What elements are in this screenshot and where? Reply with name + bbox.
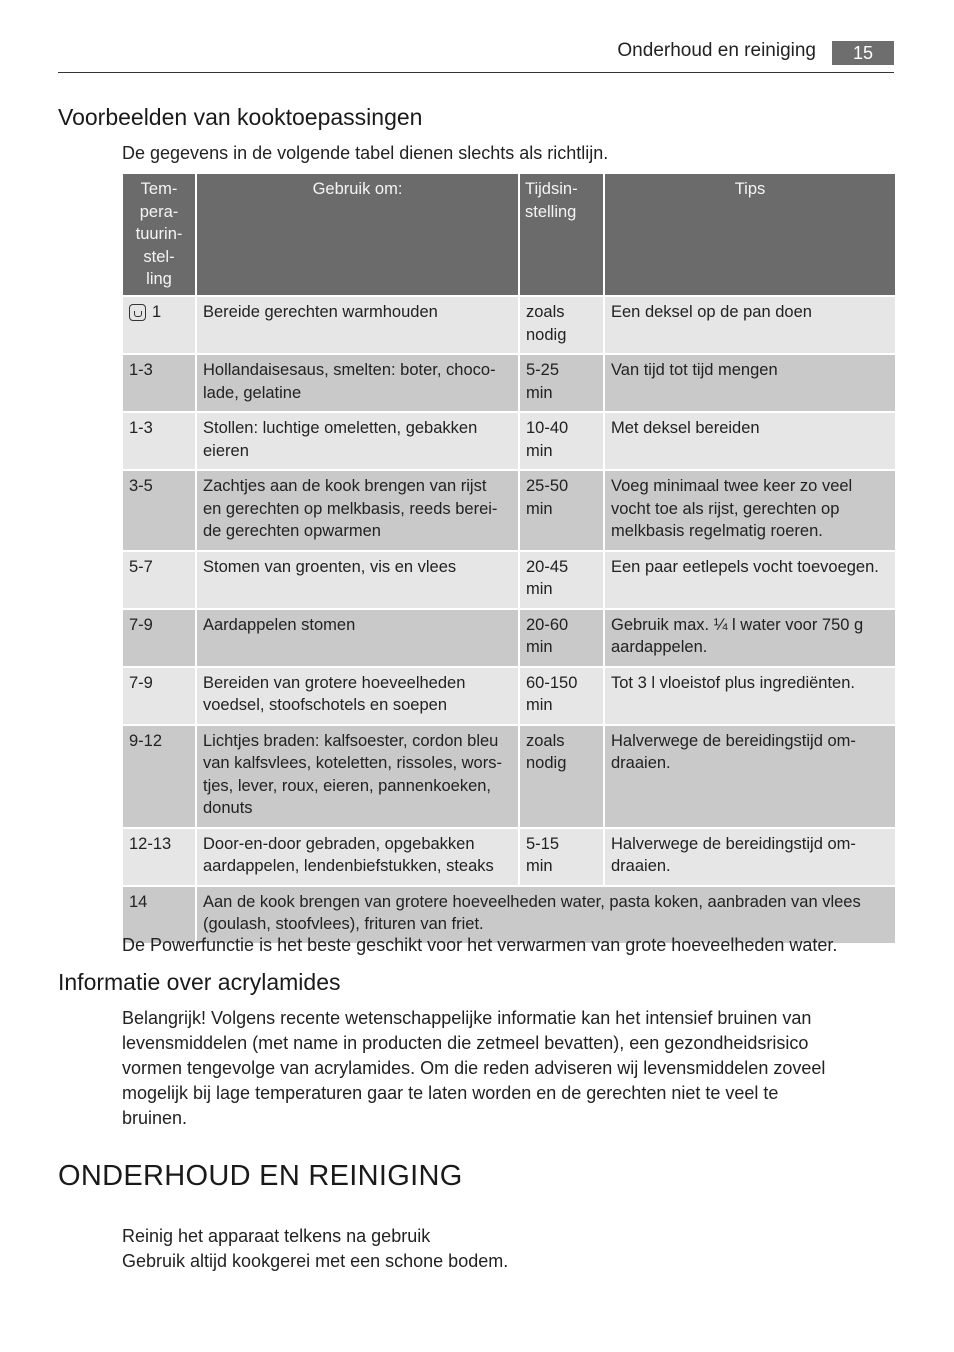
table-row <box>122 667 896 725</box>
header-time: Tijdsin- stelling <box>519 173 604 296</box>
page-number: 15 <box>832 41 894 65</box>
cell-tips: Een deksel op de pan doen <box>604 296 896 354</box>
cell-use: Aan de kook brengen van grotere hoeveelheden water, pasta koken, aanbraden van vlees (goulash, stoofvlees), frituren van friet. <box>196 886 896 944</box>
cell-time: 20-45 min <box>519 551 604 609</box>
cell-use: Zachtjes aan de kook brengen van rijst en gerechten op melkbasis, reeds berei- de gerechten opwarmen <box>196 470 519 551</box>
cell-tips: Een paar eetlepels vocht toevoegen. <box>604 551 896 609</box>
cell-use: Lichtjes braden: kalfsoester, cordon bleu van kalfsvlees, koteletten, rissoles, wors- tjes, lever, roux, eieren, pannenkoeken, donuts <box>196 725 519 828</box>
cell-setting <box>122 354 196 412</box>
cell-use: Aardappelen stomen <box>196 609 519 667</box>
header-use: Gebruik om: <box>196 173 519 296</box>
cell-setting <box>122 412 196 470</box>
cell-setting <box>122 667 196 725</box>
cell-setting <box>122 551 196 609</box>
cell-use: Stollen: luchtige omeletten, gebakken eieren <box>196 412 519 470</box>
important-label: Belangrijk! <box>122 1008 207 1028</box>
cell-tips: Halverwege de bereidingstijd om- draaien. <box>604 725 896 828</box>
cell-tips: Met deksel bereiden <box>604 412 896 470</box>
maintenance-line-2: Gebruik altijd kookgerei met een schone bodem. <box>122 1251 509 1271</box>
table-row <box>122 725 896 828</box>
setting-value: 7-9 <box>129 673 153 692</box>
setting-value: 1-3 <box>129 419 153 437</box>
setting-value: 5-7 <box>129 557 153 576</box>
cell-tips: Tot 3 l vloeistof plus ingrediënten. <box>604 667 896 725</box>
header-title: Onderhoud en reiniging <box>617 40 816 61</box>
section-heading-maintenance: ONDERHOUD EN REINIGING <box>58 1160 463 1192</box>
cell-time: 10-40 min <box>519 412 604 470</box>
setting-value: 12-13 <box>129 834 172 853</box>
maintenance-line-1: Reinig het apparaat telkens na gebruik <box>122 1226 431 1246</box>
header-tips: Tips <box>604 173 896 296</box>
table-row <box>122 551 896 609</box>
acrylamide-paragraph <box>122 1006 882 1131</box>
cell-tips: Van tijd tot tijd mengen <box>604 354 896 412</box>
cell-time: 25-50 min <box>519 470 604 551</box>
cell-setting <box>122 609 196 667</box>
cell-use: Bereiden van grotere hoeveelheden voedsel, stoofschotels en soepen <box>196 667 519 725</box>
cell-setting <box>122 725 196 828</box>
keep-warm-icon <box>129 304 146 321</box>
cell-use: Door-en-door gebraden, opgebakken aardappelen, lendenbiefstukken, steaks <box>196 828 519 886</box>
cell-time: zoals nodig <box>519 296 604 354</box>
cell-time: 5-25 min <box>519 354 604 412</box>
cell-tips: Voeg minimaal twee keer zo veel vocht toe als rijst, gerechten op melkbasis regelmatig roeren. <box>604 470 896 551</box>
table-header-row <box>122 173 896 296</box>
section-heading-cooking-examples: Voorbeelden van kooktoepassingen <box>58 104 423 130</box>
cooking-table <box>121 172 897 945</box>
cell-setting <box>122 828 196 886</box>
page-header <box>58 38 894 73</box>
cell-tips: Gebruik max. ¼ l water voor 750 g aardappelen. <box>604 609 896 667</box>
setting-value: 1 <box>152 303 162 321</box>
header-setting: Tem- pera- tuurin- stel- ling <box>122 173 196 296</box>
cell-use: Stomen van groenten, vis en vlees <box>196 551 519 609</box>
table-row <box>122 828 896 886</box>
cell-setting <box>122 470 196 551</box>
table-row <box>122 354 896 412</box>
table-intro: De gegevens in de volgende tabel dienen slechts als richtlijn. <box>122 143 609 163</box>
table-row <box>122 296 896 354</box>
cell-time: 60-150 min <box>519 667 604 725</box>
acrylamide-text: Volgens recente wetenschappelijke informatie kan het intensief bruinen van levensmiddelen (met name in producten die zetmeel bevatten), een gezondheidsrisico vormen tengevolge van acrylamides. Om die reden adviseren wij levensmiddelen zoveel mogelijk bij lage temperaturen gaar te laten worden en de gerechten niet te veel te bruinen. <box>122 1008 826 1128</box>
setting-value: 7-9 <box>129 615 153 634</box>
cell-tips: Halverwege de bereidingstijd om- draaien. <box>604 828 896 886</box>
setting-value: 9-12 <box>129 731 163 750</box>
table-row <box>122 412 896 470</box>
cell-setting <box>122 296 196 354</box>
power-note: De Powerfunctie is het beste geschikt voor het verwarmen van grote hoeveelheden water. <box>122 935 838 955</box>
setting-value: 14 <box>129 892 148 911</box>
section-heading-acrylamides: Informatie over acrylamides <box>58 969 341 995</box>
setting-value: 1-3 <box>129 361 153 379</box>
cell-use: Hollandaisesaus, smelten: boter, choco- lade, gelatine <box>196 354 519 412</box>
cell-use: Bereide gerechten warmhouden <box>196 296 519 354</box>
cell-time: 20-60 min <box>519 609 604 667</box>
table-row <box>122 609 896 667</box>
setting-value: 3-5 <box>129 477 153 495</box>
cell-time: 5-15 min <box>519 828 604 886</box>
table-row <box>122 470 896 551</box>
cell-time: zoals nodig <box>519 725 604 828</box>
